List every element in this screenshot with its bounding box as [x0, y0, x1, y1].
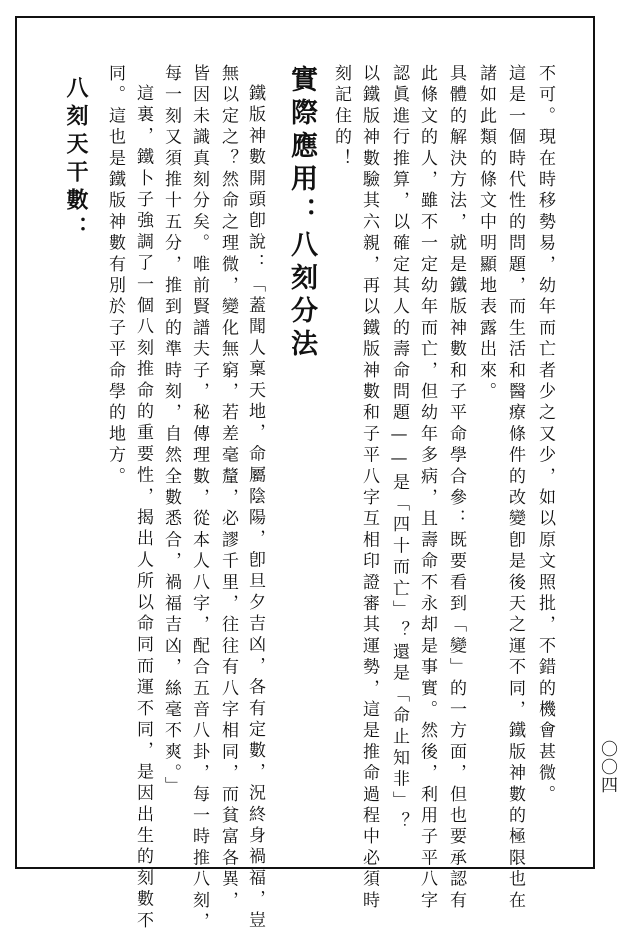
page-number: 〇〇四: [597, 740, 617, 794]
subheading: 八刻天干數：: [63, 76, 88, 244]
intro-column: 諸如此類的條文中明顯地表露出來。: [476, 64, 496, 404]
body-column: 皆因未識真刻分矣。唯前賢譜夫子，秘傳理數，從本人八字，配合五音八卦，每一時推八刻，: [189, 64, 209, 933]
intro-column: 此條文的人，雖不一定幼年而亡，但幼年多病，且壽命不永却是事實。然後，利用子平八字: [417, 64, 437, 912]
body-column: 同。這也是鐵版神數有別於子平命學的地方。: [105, 64, 125, 488]
body-column: 鐵版神數開頭卽說：「蓋聞人稟天地，命屬陰陽，卽旦夕吉凶，各有定數，況終身禍福，豈: [245, 84, 265, 932]
intro-column: 刻記住的！: [331, 64, 351, 170]
intro-column: 以鐵版神數驗其六親，再以鐵版神數和子平八字互相印證審其運勢，這是推命過程中必須時: [359, 64, 379, 912]
intro-column: 不可。現在時移勢易，幼年而亡者少之又少，如以原文照批，不錯的機會甚微。: [535, 64, 555, 806]
intro-column: 這是一個時代性的問題，而生活和醫療條件的改變卽是後天之運不同，鐵版神數的極限也在: [505, 64, 525, 912]
section-title: 實際應用：八刻分法: [286, 65, 317, 362]
intro-column: 認眞進行推算，以確定其人的壽命問題——是「四十而亡」？還是「命止知非」？: [389, 64, 409, 834]
intro-column: 具體的解決方法，就是鐵版神數和子平命學合參：既要看到「變」的一方面，但也要承認有: [446, 64, 466, 912]
body-column: 每一刻又須推十五分，推到的準時刻，自然全數悉合，禍福吉凶，絲毫不爽。」: [161, 64, 181, 798]
body-column: 無以定之？然命之理微，變化無窮，若差毫釐，必謬千里，往往有八字相同，而貧富各異，: [218, 64, 238, 912]
body-column: 這裏，鐵卜子強調了一個八刻推命的重要性，揭出人所以命同而運不同，是因出生的刻數不: [133, 84, 153, 932]
